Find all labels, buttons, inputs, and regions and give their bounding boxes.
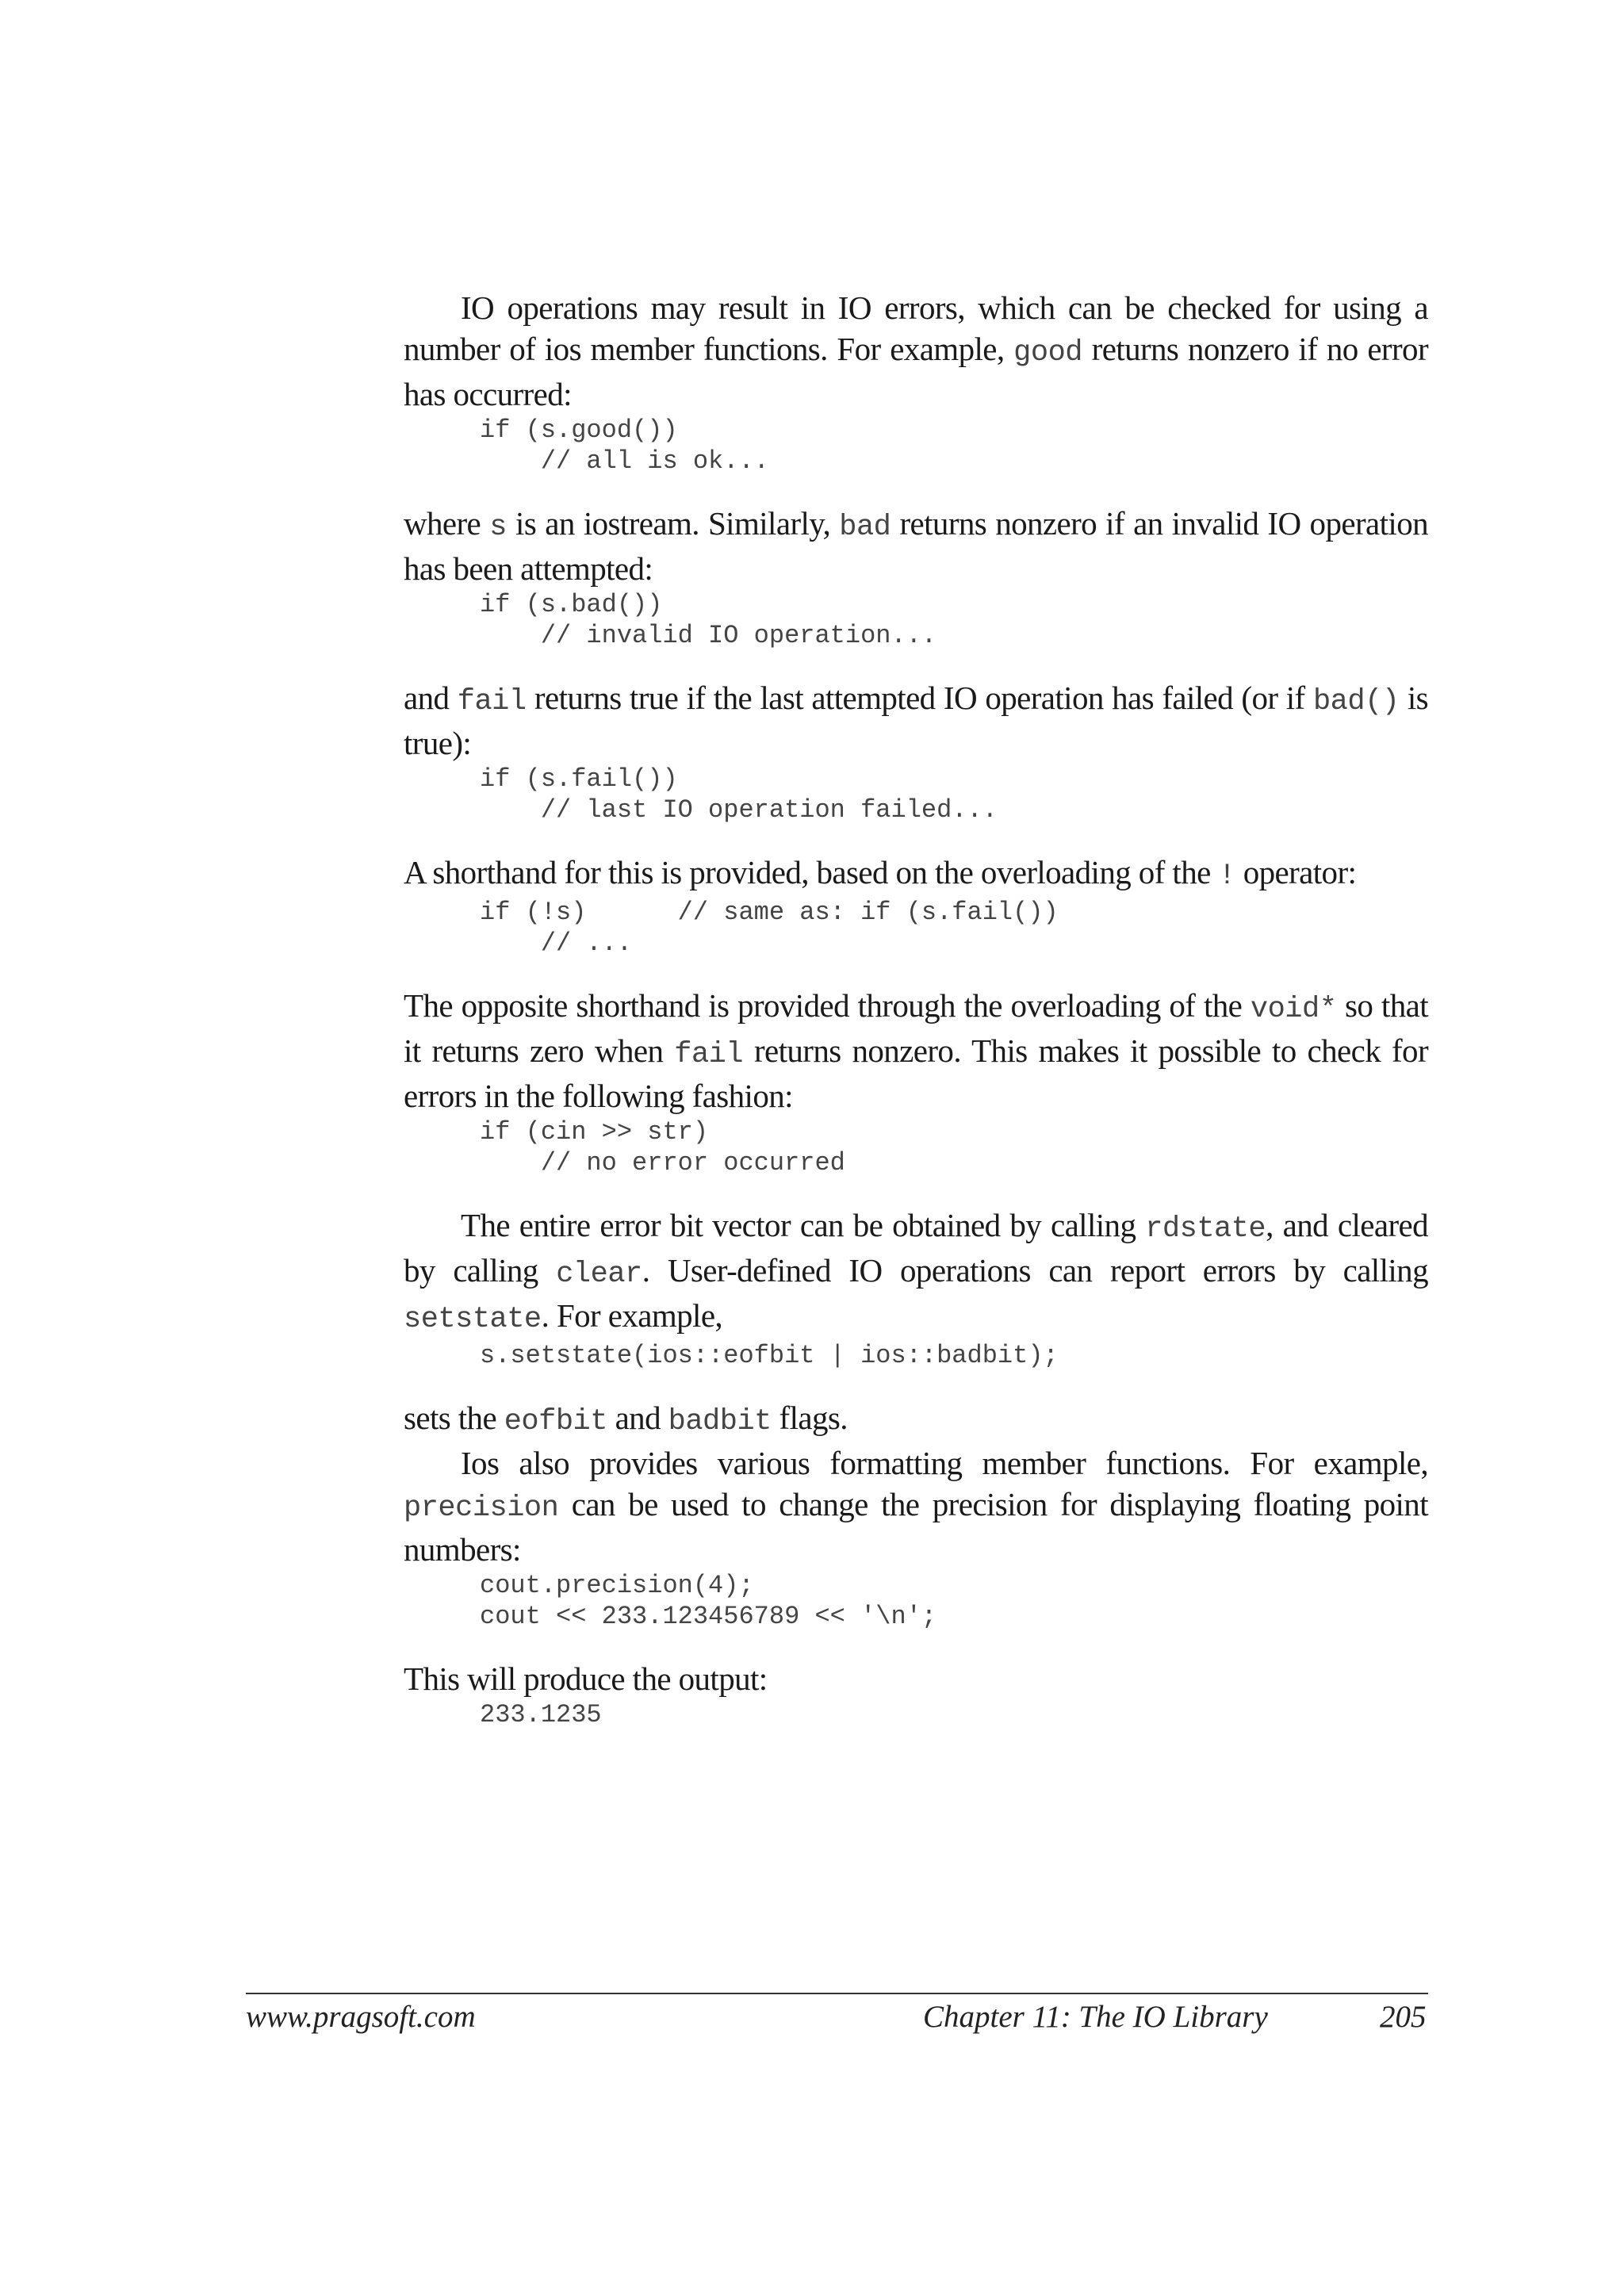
code-block-good: if (s.good()) // all is ok... [480, 416, 769, 476]
text: so that it returns zero when [404, 987, 1429, 1069]
text: sets the [404, 1400, 504, 1436]
code-block-precision: cout.precision(4); cout << 233.123456789 << '\n'; [480, 1571, 937, 1631]
text: returns nonzero if an invalid IO operation has been attempted: [404, 505, 1428, 587]
text: returns true if the last attempted IO operation has failed (or if [526, 680, 1313, 716]
inline-code: ! [1218, 860, 1236, 893]
text: , and cleared by calling [404, 1207, 1429, 1289]
paragraph-shorthand [404, 852, 1428, 897]
text: returns nonzero. This makes it possible to check for errors in the following fashion: [404, 1032, 1428, 1114]
paragraph-fail [404, 677, 1428, 764]
inline-code: setstate [404, 1303, 542, 1336]
text: . User-defined IO operations can report errors by calling [642, 1252, 1428, 1289]
inline-code: bad() [1312, 685, 1400, 718]
page-number: 205 [1380, 2000, 1427, 2034]
code-block-setstate: s.setstate(ios::eofbit | ios::badbit); [480, 1341, 1059, 1370]
inline-code: precision [404, 1492, 559, 1525]
paragraph-flags [404, 1397, 1428, 1442]
inline-code: badbit [668, 1405, 772, 1438]
text: where [404, 505, 490, 542]
inline-code: fail [674, 1038, 744, 1071]
text: is true): [404, 680, 1428, 761]
text: IO operations may result in IO errors, which can be checked for using a number of ios member functions. For example, [404, 289, 1428, 367]
text: can be used to change the precision for displaying floating point numbers: [404, 1486, 1428, 1568]
paragraph-output [404, 1658, 1428, 1699]
paragraph-opposite-shorthand [404, 985, 1428, 1116]
inline-code: good [1013, 336, 1082, 370]
paragraph-bad [404, 503, 1428, 589]
footer-website: www.pragsoft.com [246, 2000, 476, 2034]
text: This will produce the output: [404, 1660, 768, 1697]
inline-code: rdstate [1145, 1212, 1266, 1246]
paragraph-precision [404, 1442, 1428, 1570]
paragraph-io-errors [404, 287, 1428, 415]
text: Ios also provides various formatting member functions. For example, [461, 1445, 1428, 1481]
footer-rule [246, 1993, 1428, 1994]
text: A shorthand for this is provided, based on the overloading of the [404, 854, 1219, 890]
inline-code: eofbit [504, 1405, 607, 1438]
code-block-not-operator: if (!s) // same as: if (s.fail()) // ... [480, 898, 1059, 958]
inline-code: s [489, 511, 507, 544]
text: is an iostream. Similarly, [506, 505, 840, 542]
text: and [607, 1400, 668, 1436]
inline-code: bad [839, 511, 891, 544]
code-block-fail: if (s.fail()) // last IO operation failed... [480, 764, 998, 825]
text: operator: [1235, 854, 1357, 890]
code-block-cin: if (cin >> str) // no error occurred [480, 1117, 845, 1178]
footer-chapter: Chapter 11: The IO Library [923, 2000, 1268, 2034]
text: The entire error bit vector can be obtained by calling [461, 1207, 1146, 1243]
text: . For example, [541, 1297, 723, 1334]
page-body [404, 287, 1428, 1730]
inline-code: void* [1250, 993, 1337, 1026]
code-block-bad: if (s.bad()) // invalid IO operation... [480, 590, 937, 650]
paragraph-rdstate [404, 1204, 1428, 1340]
text: The opposite shorthand is provided through the overloading of the [404, 987, 1251, 1024]
text: returns nonzero if no error has occurred: [404, 331, 1428, 412]
text: flags. [771, 1400, 848, 1436]
inline-code: clear [556, 1258, 642, 1291]
code-block-output: 233.1235 [480, 1700, 602, 1729]
inline-code: fail [457, 685, 527, 718]
text: and [404, 680, 458, 716]
